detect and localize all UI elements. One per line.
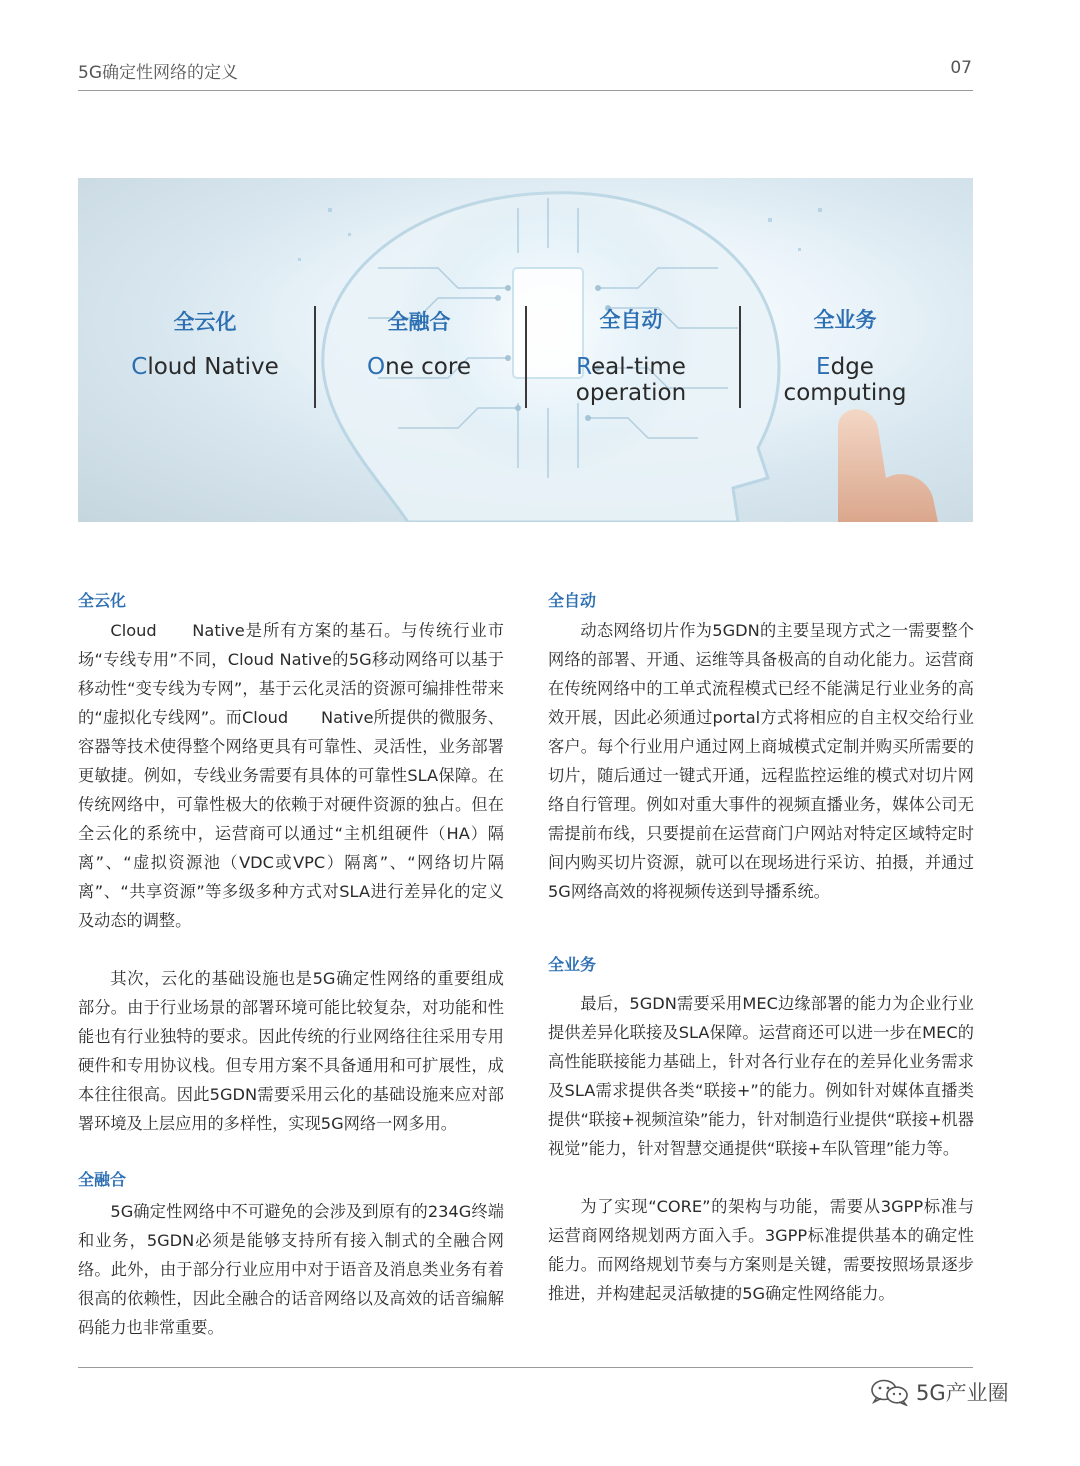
hero-banner [78,178,973,522]
pillar-en-title: Edge computing [783,354,907,406]
paragraph: 为了实现“CORE”的架构与功能，需要从3GPP标准与运营商网络规划两方面入手。3GPP标准提供基本的确定性能力。而网络规划节奏与方案则是关键，需要按照场景逐步推进，并构建起灵活敏捷的5G确定性网络能力。 [548,1197,974,1303]
pillar-zh-title: 全业务 [813,308,877,332]
pillar-zh-title: 全融合 [387,310,451,334]
pillar-en-title: Cloud Native [131,354,279,380]
wechat-icon [868,1378,912,1406]
page-header-title: 5G确定性网络的定义 [78,63,238,83]
header-rule [78,90,973,91]
section-body-biz [548,989,974,1308]
paragraph: 5G确定性网络中不可避免的会涉及到原有的234G终端和业务，5GDN必须是能够支持所有接入制式的全融合网络。此外，由于部分行业应用中对于语音及消息类业务有着很高的依赖性，因此全融合的话音网络以及高效的话音编解码能力也非常重要。 [78,1202,504,1337]
section-body-cloud [78,616,504,1138]
paragraph: 动态网络切片作为5GDN的主要呈现方式之一需要整个网络的部署、开通、运维等具备极高的自动化能力。运营商在传统网络中的工单式流程模式已经不能满足行业业务的高效开展，因此必须通过portal方式将相应的自主权交给行业客户。每个行业用户通过网上商城模式定制并购买所需要的切片，随后通过一键式开通，远程监控运维的模式对切片网络自行管理。例如对重大事件的视频直播业务，媒体公司无需提前布线，只要提前在运营商门户网站对特定区域特定时间内购买切片资源，就可以在现场进行采访、拍摄，并通过5G网络高效的将视频传送到导播系统。 [548,621,974,901]
section-body-auto [548,616,974,906]
paragraph: 其次，云化的基础设施也是5G确定性网络的重要组成部分。由于行业场景的部署环境可能比较复杂，对功能和性能也有行业独特的要求。因此传统的行业网络往往采用专用硬件和专用协议栈。但专用方案不具备通用和可扩展性，成本往往很高。因此5GDN需要采用云化的基础设施来应对部署环境及上层应用的多样性，实现5G网络一网多用。 [78,969,504,1133]
page-number: 07 [950,58,972,78]
section-body-fusion [78,1197,504,1342]
watermark-text: 5G产业圈 [916,1381,1009,1405]
watermark [868,1378,1009,1406]
paragraph: Cloud Native是所有方案的基石。与传统行业市场“专线专用”不同，Cloud Native的5G移动网络可以基于移动性“变专线为专网”，基于云化灵活的资源可编排性带来的“虚拟化专线网”。而Cloud Native所提供的微服务、容器等技术使得整个网络更具有可靠性、灵活性，业务部署更敏捷。例如，专线业务需要有具体的可靠性SLA保障。在传统网络中，可靠性极大的依赖于对硬件资源的独占。但在全云化的系统中，运营商可以通过“主机组硬件（HA）隔离”、“虚拟资源池（VDC或VPC）隔离”、“网络切片隔离”、“共享资源”等多级多种方式对SLA进行差异化的定义及动态的调整。 [78,621,504,930]
pillar-en-title: One core [367,354,471,380]
paragraph: 最后，5GDN需要采用MEC边缘部署的能力为企业行业提供差异化联接及SLA保障。运营商还可以进一步在MEC的高性能联接能力基础上，针对各行业存在的差异化业务需求及SLA需求提供各类“联接+”的能力。例如针对媒体直播类提供“联接+视频渲染”能力，针对制造行业提供“联接+机器视觉”能力，针对智慧交通提供“联接+车队管理”能力等。 [548,994,974,1158]
pillar-en-title: Real-time operation [575,354,687,406]
section-heading-cloud: 全云化 [78,591,127,610]
section-heading-fusion: 全融合 [78,1170,127,1189]
pillar-zh-title: 全云化 [173,310,237,334]
pillar-zh-title: 全自动 [599,308,663,332]
section-heading-auto: 全自动 [548,591,597,610]
section-heading-biz: 全业务 [548,955,597,974]
footer-rule [78,1367,973,1368]
